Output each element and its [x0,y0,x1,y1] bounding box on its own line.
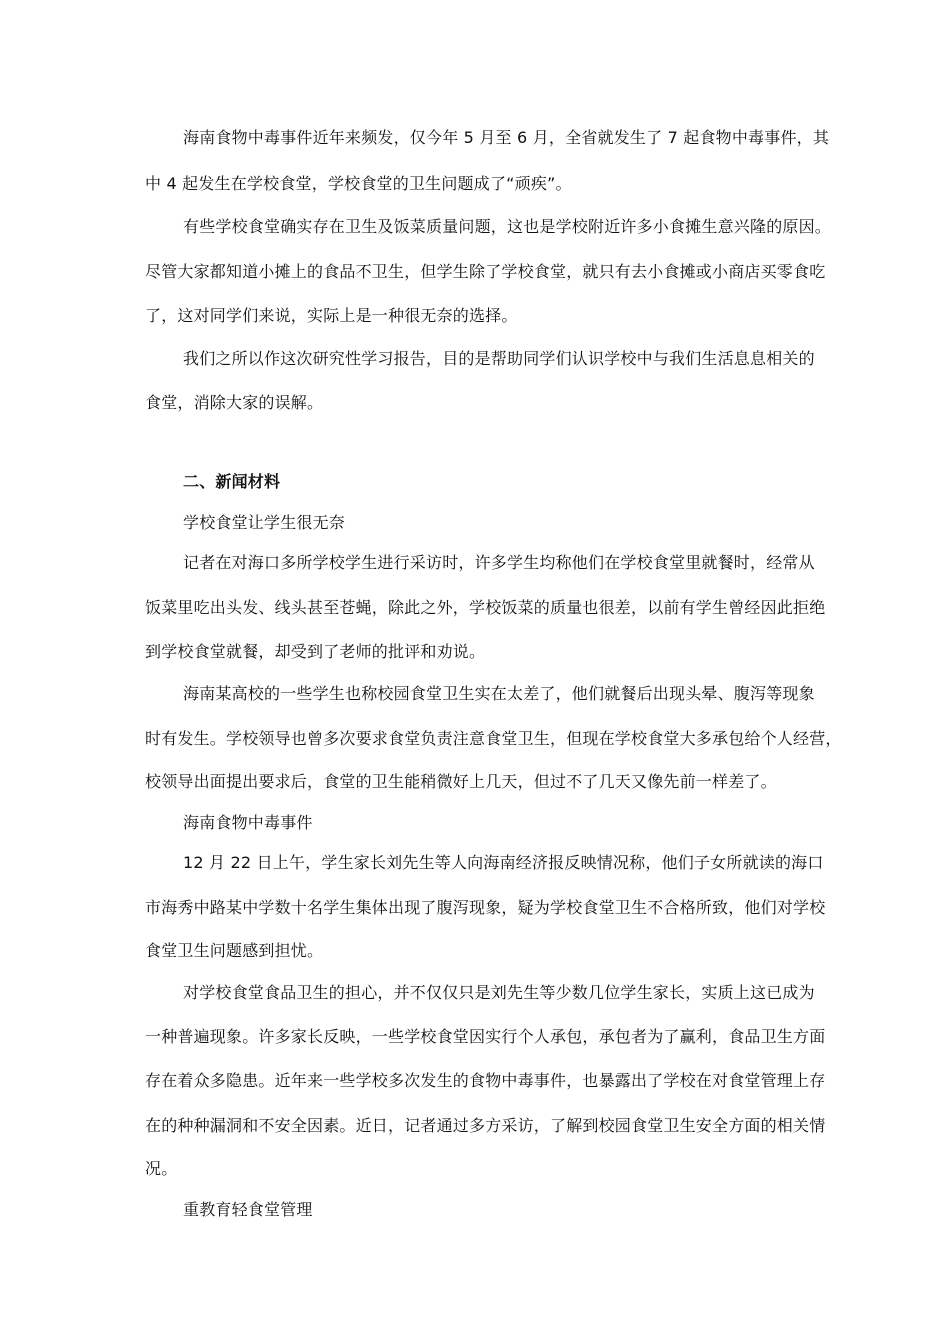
news-p4-line-2: 饭菜里吃出头发、线头甚至苍蝇，除此之外，学校饭菜的质量也很差，以前有学生曾经因此拒绝 [145,598,826,617]
news-p5-line-3: 校领导出面提出要求后，食堂的卫生能稍微好上几天，但过不了几天又像先前一样差了。 [145,772,777,791]
news-p7-line-4: 在的种种漏洞和不安全因素。近日，记者通过多方采访，了解到校园食堂卫生安全方面的相关情 [145,1116,826,1135]
section-heading-news: 二、新闻材料 [183,472,281,491]
news-p4-line-3: 到学校食堂就餐，却受到了老师的批评和劝说。 [145,642,486,661]
subheading-management: 重教育轻食堂管理 [183,1200,313,1219]
news-p7-line-3: 存在着众多隐患。近年来一些学校多次发生的食物中毒事件，也暴露出了学校在对食堂管理上存 [145,1071,826,1090]
intro-p3-line-1: 我们之所以作这次研究性学习报告，目的是帮助同学们认识学校中与我们生活息息相关的 [183,349,815,368]
intro-p1-line-2: 中 4 起发生在学校食堂，学校食堂的卫生问题成了“顽疾”。 [145,174,572,193]
news-p7-line-2: 一种普遍现象。许多家长反映，一些学校食堂因实行个人承包，承包者为了赢利，食品卫生方面 [145,1027,826,1046]
subheading-canteen: 学校食堂让学生很无奈 [183,513,346,532]
news-p7-line-1: 对学校食堂食品卫生的担心，并不仅仅只是刘先生等少数几位学生家长，实质上这已成为 [183,983,815,1002]
news-p6-line-3: 食堂卫生问题感到担忧。 [145,941,324,960]
news-p7-line-5: 况。 [145,1159,178,1178]
news-p4-line-1: 记者在对海口多所学校学生进行采访时，许多学生均称他们在学校食堂里就餐时，经常从 [183,553,815,572]
subheading-food-poisoning: 海南食物中毒事件 [183,813,313,832]
intro-p2-line-1: 有些学校食堂确实存在卫生及饭菜质量问题，这也是学校附近许多小食摊生意兴隆的原因。 [183,217,832,236]
news-p5-line-1: 海南某高校的一些学生也称校园食堂卫生实在太差了，他们就餐后出现头晕、腹泻等现象 [183,684,815,703]
intro-p3-line-2: 食堂，消除大家的误解。 [145,393,324,412]
news-p5-line-2: 时有发生。学校领导也曾多次要求食堂负责注意食堂卫生，但现在学校食堂大多承包给个人经营， [145,729,842,748]
intro-p1-line-1: 海南食物中毒事件近年来频发，仅今年 5 月至 6 月，全省就发生了 7 起食物中毒事件，其 [183,128,830,147]
intro-p2-line-2: 尽管大家都知道小摊上的食品不卫生，但学生除了学校食堂，就只有去小食摊或小商店买零食吃 [145,262,826,281]
news-p6-line-2: 市海秀中路某中学数十名学生集体出现了腹泻现象，疑为学校食堂卫生不合格所致，他们对学校 [145,898,826,917]
news-p6-line-1: 12 月 22 日上午，学生家长刘先生等人向海南经济报反映情况称，他们子女所就读的海口 [183,853,824,872]
intro-p2-line-3: 了，这对同学们来说，实际上是一种很无奈的选择。 [145,306,518,325]
